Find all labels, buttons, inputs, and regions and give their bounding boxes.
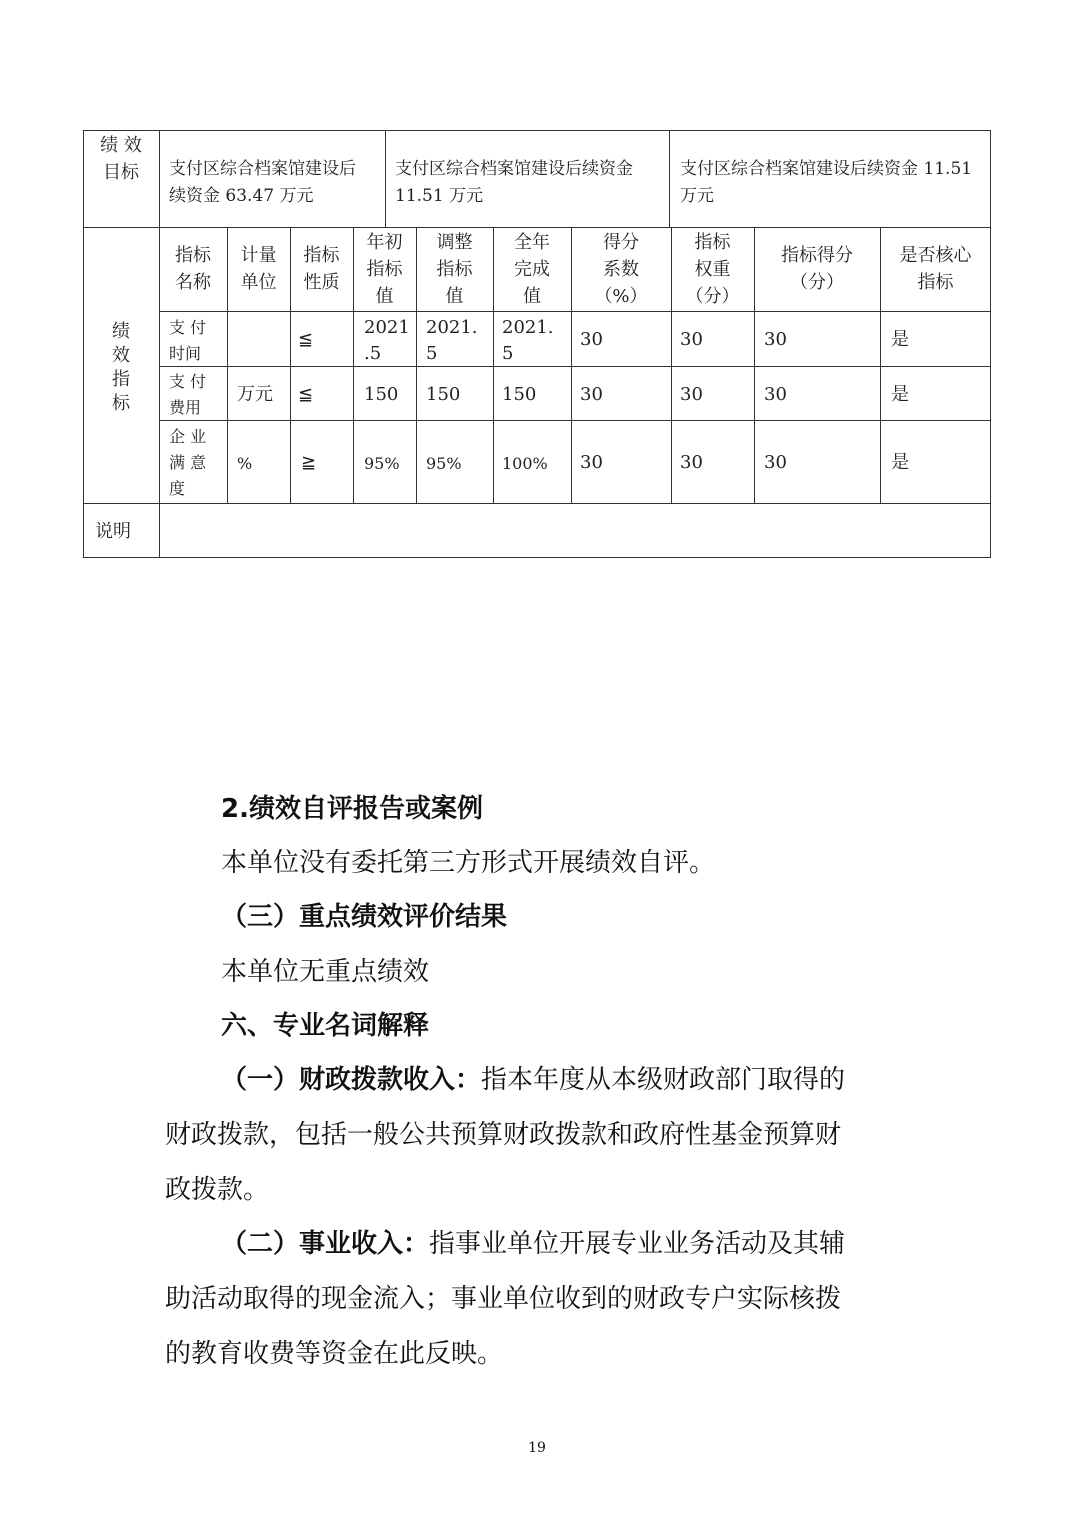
paragraph-fiscal-line3: 政拨款。 [165, 1175, 270, 1205]
row3-initial: 95% [364, 454, 400, 473]
page-number: 19 [528, 1440, 546, 1456]
row3-name-2: 满 意 [169, 453, 207, 472]
row2-core: 是 [891, 384, 909, 405]
col-divider [669, 130, 670, 227]
row3-score: 30 [764, 452, 787, 473]
paragraph-business-line2: 助活动取得的现金流入；事业单位收到的财政专户实际核拨 [165, 1284, 842, 1314]
indicator-label-4: 标 [112, 393, 130, 414]
row3-unit: % [237, 454, 253, 473]
performance-table [83, 130, 991, 558]
header-unit-2: 单位 [240, 272, 277, 293]
header-coef-1: 得分 [603, 232, 639, 253]
header-name-1: 指标 [175, 245, 211, 266]
indicator-label-2: 效 [112, 345, 130, 366]
header-adjusted-3: 值 [445, 286, 464, 307]
row2-adjusted: 150 [426, 384, 461, 405]
header-unit-1: 计量 [240, 245, 277, 266]
header-coef-2: 系数 [603, 259, 639, 280]
goal-label-line2: 目标 [103, 162, 139, 183]
row1-initial-2: .5 [364, 343, 382, 364]
row2-weight: 30 [680, 384, 703, 405]
header-score-1: 指标得分 [781, 245, 853, 266]
header-initial-3: 值 [375, 286, 394, 307]
header-name-2: 名称 [175, 272, 211, 293]
definition-business-1: 指事业单位开展专业业务活动及其辅 [429, 1229, 846, 1259]
section-heading-terms: 六、专业名词解释 [221, 1011, 430, 1041]
header-initial-1: 年初 [366, 232, 403, 253]
header-coef-3: （%） [594, 286, 648, 307]
header-adjusted-1: 调整 [436, 232, 473, 253]
header-score-2: （分） [790, 272, 844, 293]
row2-initial: 150 [364, 384, 399, 405]
header-initial-2: 指标 [366, 259, 403, 280]
paragraph-fiscal-line2: 财政拨款，包括一般公共预算财政拨款和政府性基金预算财 [165, 1120, 842, 1150]
row1-completed-1: 2021. [502, 317, 554, 338]
row3-core: 是 [891, 452, 909, 473]
row3-name-1: 企 业 [169, 427, 207, 446]
section-text-self-eval: 本单位没有委托第三方形式开展绩效自评。 [221, 848, 716, 878]
row1-nature: ≦ [298, 329, 314, 350]
col-divider [159, 130, 160, 558]
header-weight-3: （分） [685, 286, 740, 307]
col-divider [385, 130, 386, 227]
row2-unit: 万元 [237, 384, 273, 405]
goal-label-line1: 绩 效 [100, 135, 142, 156]
row2-nature: ≦ [298, 384, 314, 405]
header-core-2: 指标 [917, 272, 954, 293]
row2-name-2: 费用 [169, 398, 202, 417]
indicator-label-3: 指 [112, 369, 130, 390]
term-fiscal: （一）财政拨款收入： [221, 1065, 482, 1095]
header-completed-3: 值 [523, 286, 541, 307]
indicator-label-1: 绩 [112, 321, 130, 342]
header-weight-2: 权重 [694, 259, 731, 280]
goal-col2-line1: 支付区综合档案馆建设后续资金 [395, 159, 633, 179]
row3-weight: 30 [680, 452, 703, 473]
row1-name-2: 时间 [169, 344, 202, 363]
row1-adjusted-1: 2021. [426, 317, 478, 338]
header-core-1: 是否核心 [899, 245, 972, 266]
header-nature-2: 性质 [303, 272, 340, 293]
goal-col3-line2: 万元 [680, 186, 714, 206]
header-completed-1: 全年 [514, 232, 550, 253]
header-weight-1: 指标 [694, 232, 731, 253]
row1-completed-2: 5 [502, 343, 514, 364]
row3-coef: 30 [580, 452, 603, 473]
row-divider [83, 503, 991, 504]
row1-coef: 30 [580, 329, 603, 350]
row1-core: 是 [891, 329, 909, 350]
row-divider [159, 420, 991, 421]
header-completed-2: 完成 [514, 259, 550, 280]
row1-initial-1: 2021 [364, 317, 410, 338]
row1-name-1: 支 付 [169, 318, 207, 337]
row-divider [159, 311, 991, 312]
section-text-key-eval: 本单位无重点绩效 [221, 957, 430, 987]
row2-coef: 30 [580, 384, 603, 405]
row3-name-3: 度 [169, 479, 186, 498]
row1-score: 30 [764, 329, 787, 350]
paragraph-business-line3: 的教育收费等资金在此反映。 [165, 1339, 504, 1369]
goal-col1-line2: 续资金 63.47 万元 [169, 186, 314, 206]
definition-fiscal-1: 指本年度从本级财政部门取得的 [481, 1065, 846, 1095]
row-divider [83, 227, 991, 228]
row3-completed: 100% [502, 454, 548, 473]
note-label: 说明 [95, 521, 131, 542]
paragraph-business-line1 [221, 1227, 845, 1261]
section-heading-key-eval: （三）重点绩效评价结果 [221, 902, 508, 932]
term-business: （二）事业收入： [221, 1229, 430, 1259]
header-nature-1: 指标 [303, 245, 340, 266]
header-adjusted-2: 指标 [436, 259, 473, 280]
row-divider [159, 366, 991, 367]
section-heading-self-eval: 2.绩效自评报告或案例 [221, 794, 483, 824]
row2-score: 30 [764, 384, 787, 405]
goal-col1-line1: 支付区综合档案馆建设后 [169, 159, 356, 179]
paragraph-fiscal-line1 [221, 1063, 845, 1097]
goal-col3-line1: 支付区综合档案馆建设后续资金 11.51 [680, 159, 973, 179]
row2-name-1: 支 付 [169, 372, 207, 391]
goal-col2-line2: 11.51 万元 [395, 186, 484, 206]
row3-nature: ≧ [301, 452, 317, 473]
row3-adjusted: 95% [426, 454, 462, 473]
row1-adjusted-2: 5 [426, 343, 438, 364]
row1-weight: 30 [680, 329, 703, 350]
row2-completed: 150 [502, 384, 537, 405]
